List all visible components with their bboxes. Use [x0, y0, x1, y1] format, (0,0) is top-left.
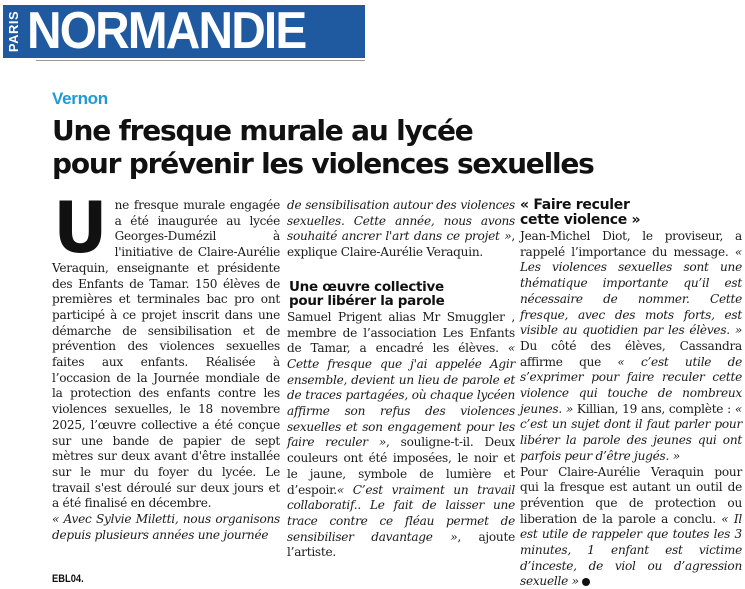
end-of-article-bullet-icon: [582, 578, 590, 586]
body-paragraph: [287, 310, 515, 561]
quote-text: de sensibilisation autour des violences sexuelles. Cette année, nous avons souhaité ancrer l'art dans ce projet »: [287, 198, 515, 244]
article-column-3: [520, 198, 742, 589]
drop-cap: U: [53, 187, 108, 269]
quote-text: « c’est un sujet dont il faut parler pour libérer la parole des jeunes qui ont parfois peur d’être jugés. »: [520, 401, 743, 463]
body-text: Jean-Michel Diot, le proviseur, a rappelé l’importance du message.: [520, 229, 742, 259]
quote-text: « c’est utile de s’exprimer pour faire reculer cette violence qui touche de nombreux jeunes. »: [520, 354, 743, 416]
quote-text: « Cette fresque que j'ai appelée Agir ensemble, devient un lieu de parole et de traces partagées, où chaque lycéen affirme son refus des violences sexuelles et son engagement pour les faire reculer »: [287, 341, 515, 450]
article-column-1: [52, 187, 280, 543]
body-paragraph: ne fresque murale engagée a été inaugurée au lycée Georges-Dumézil à l'initiative de Claire-Aurélie Veraquin, enseignante et présidente des Enfants de Tamar. 150 élèves de premières et terminales bac pro ont participé à ce projet inscrit dans une démarche de sensibilisation et de prévention des violences sexuelles faites aux enfants. Réalisée à l’occasion de la Journée mondiale de la protection des enfants contre les violences sexuelles, le 18 novembre 2025, l’œuvre collective a été conçue sur une bande de papier de sept mètres sur deux avant d'être installée sur le mur du foyer du lycée. Le travail s'est déroulé sur deux jours et a été finalisé en décembre.: [52, 198, 280, 511]
body-paragraph: [520, 229, 742, 465]
newspaper-masthead-logo: [3, 5, 365, 58]
body-text: Pour Claire-Aurélie Veraquin pour qui la fresque est autant un outil de prévention que de protection ou liberation de la parole a conclu.: [520, 464, 742, 526]
article-kicker-location: Vernon: [52, 89, 108, 108]
body-text: Samuel Prigent alias Mr Smuggler , membre de l’association Les Enfants de Tamar, a encadré les élèves.: [287, 309, 515, 356]
quote-text: « C’est vraiment un travail collaboratif.. Le fait de laisser une trace contre ce fléau permet de sensibiliser davantage »: [287, 482, 515, 544]
headline-line-2: pour prévenir les violences sexuelles: [52, 147, 594, 180]
article-headline: [52, 114, 672, 180]
subheading-line-2: pour libérer la parole: [289, 293, 445, 310]
headline-line-1: Une fresque murale au lycée: [52, 114, 473, 147]
page-reference-code: EBL04.: [52, 573, 84, 585]
body-text: , ajoute l’artiste.: [287, 529, 515, 560]
body-text: , souligne-t-il. Deux couleurs ont été imposées, le noir et le jaune, symbole de lumière et d’espoir.: [287, 435, 516, 497]
section-subheading: [520, 198, 742, 227]
body-text: Du côté des élèves, Cassandra affirme que: [520, 338, 742, 369]
body-text: , explique Claire-Aurélie Veraquin.: [287, 229, 515, 260]
subheading-line-2: cette violence »: [520, 211, 641, 228]
body-text: Killian, 19 ans, complète :: [573, 401, 735, 416]
section-subheading: [289, 280, 515, 309]
subheading-line-1: Une œuvre collective: [289, 278, 444, 295]
subheading-line-1: « Faire reculer: [520, 197, 630, 213]
quote-text: « Il est utile de rappeler que toutes les 3 minutes, 1 enfant est victime d’inceste, de viol ou d’agression sexuelle »: [520, 511, 742, 589]
masthead-divider: [36, 60, 365, 61]
masthead-name: NORMANDIE: [27, 5, 306, 58]
article-column-2: [287, 198, 515, 561]
body-paragraph: [520, 465, 742, 589]
masthead-prefix-text: PARIS: [6, 10, 22, 53]
masthead-prefix: [3, 5, 25, 58]
quote-text: « Les violences sexuelles sont une thématique importante qu’il est nécessaire de nommer. Cette fresque, avec des mots forts, est visible au quotidien par les élèves. »: [520, 244, 742, 338]
quote-paragraph: « Avec Sylvie Miletti, nous organisons depuis plusieurs années une journée: [52, 512, 280, 542]
body-paragraph: [287, 198, 515, 261]
